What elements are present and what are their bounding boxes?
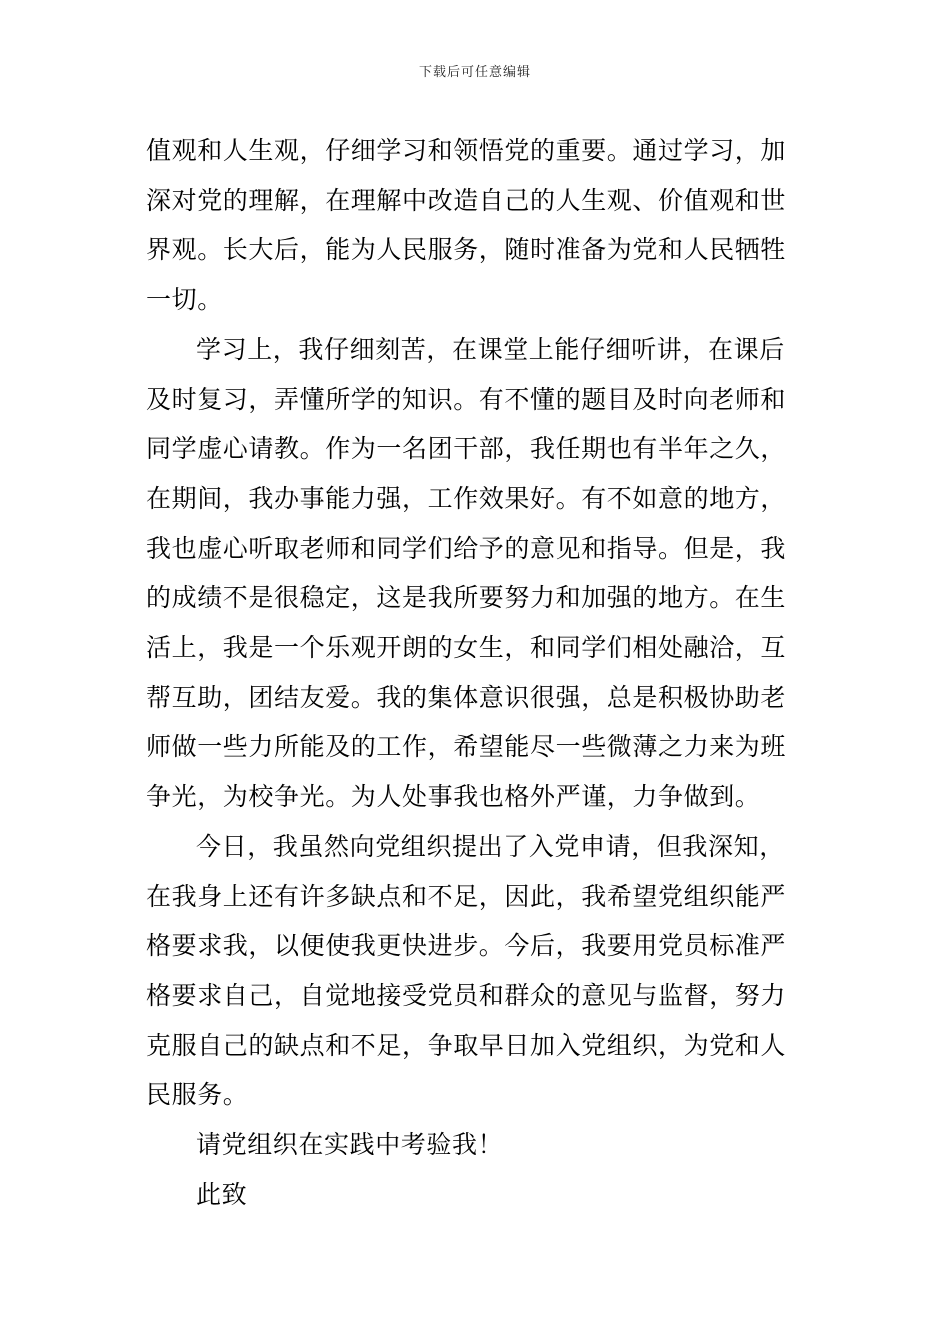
text-line: 格要求自己，自觉地接受党员和群众的意见与监督，努力 bbox=[146, 980, 787, 1010]
text-line: 在我身上还有许多缺点和不足，因此，我希望党组织能严 bbox=[146, 881, 787, 911]
text-line: 我也虚心听取老师和同学们给予的意见和指导。但是，我 bbox=[146, 533, 787, 563]
text-line: 同学虚心请教。作为一名团干部，我任期也有半年之久， bbox=[146, 434, 787, 464]
text-line: 争光，为校争光。为人处事我也格外严谨，力争做到。 bbox=[146, 782, 761, 812]
text-line: 帮互助，团结友爱。我的集体意识很强，总是积极协助老 bbox=[146, 682, 787, 712]
paragraph-application bbox=[146, 822, 808, 1120]
paragraph-continuation bbox=[146, 126, 808, 325]
text-line: 活上，我是一个乐观开朗的女生，和同学们相处融洽，互 bbox=[146, 633, 787, 663]
text-line: 界观。长大后，能为人民服务，随时准备为党和人民牺牲 bbox=[146, 235, 787, 265]
text-line: 师做一些力所能及的工作，希望能尽一些微薄之力来为班 bbox=[146, 732, 787, 762]
paragraph-salutation bbox=[146, 1170, 808, 1220]
text-line: 学习上，我仔细刻苦，在课堂上能仔细听讲，在课后 bbox=[196, 334, 785, 364]
text-line: 及时复习，弄懂所学的知识。有不懂的题目及时向老师和 bbox=[146, 384, 787, 414]
text-line: 民服务。 bbox=[146, 1080, 249, 1110]
text-line: 今日，我虽然向党组织提出了入党申请，但我深知， bbox=[196, 831, 785, 861]
text-line: 克服自己的缺点和不足，争取早日加入党组织，为党和人 bbox=[146, 1030, 787, 1060]
paragraph-request bbox=[146, 1120, 808, 1170]
paragraph-study-and-life bbox=[146, 325, 808, 822]
text-line: 的成绩不是很稳定，这是我所要努力和加强的地方。在生 bbox=[146, 583, 787, 613]
document-body bbox=[146, 126, 808, 1219]
text-line: 请党组织在实践中考验我！ bbox=[196, 1130, 504, 1160]
text-line: 值观和人生观，仔细学习和领悟党的重要。通过学习，加 bbox=[146, 136, 787, 165]
text-line: 深对党的理解，在理解中改造自己的人生观、价值观和世 bbox=[146, 185, 787, 215]
text-line: 在期间，我办事能力强，工作效果好。有不如意的地方， bbox=[146, 483, 787, 513]
text-line: 一切。 bbox=[146, 285, 223, 315]
text-line: 格要求我，以便使我更快进步。今后，我要用党员标准严 bbox=[146, 931, 787, 961]
page-header: 下载后可任意编辑 bbox=[418, 65, 531, 80]
text-line: 此致 bbox=[196, 1179, 248, 1209]
